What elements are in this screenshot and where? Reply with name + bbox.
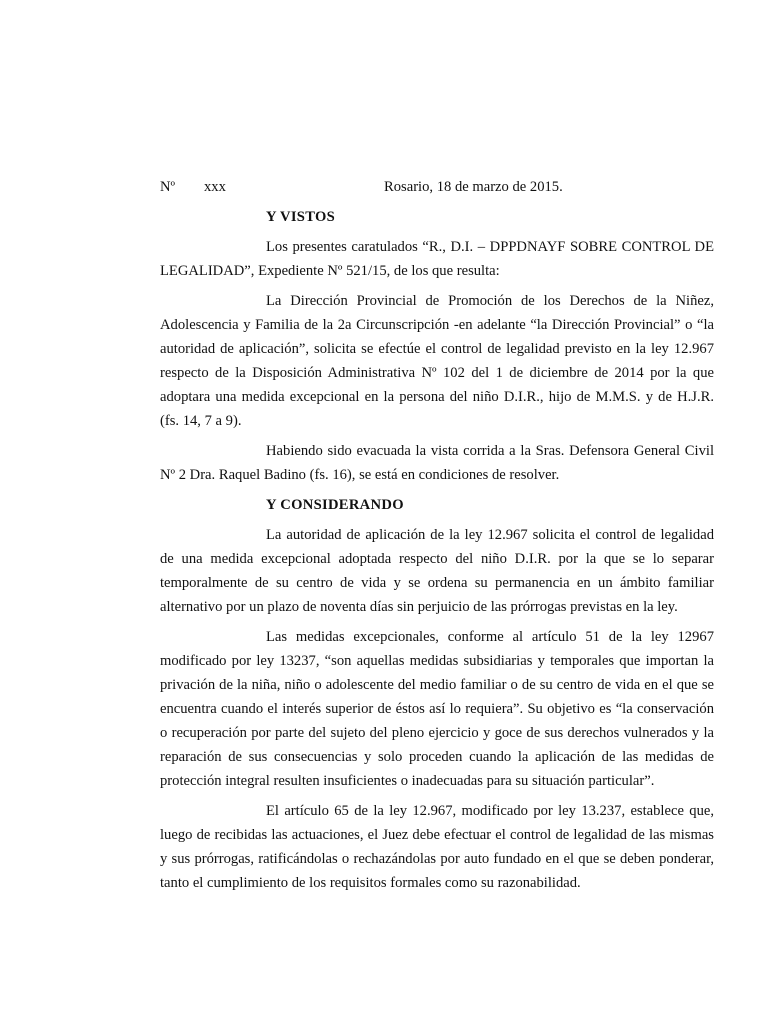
paragraph: La autoridad de aplicación de la ley 12.967 solicita el control de legalidad de una medida excepcional adoptada respecto del niño D.I.R. por la que se lo separar temporalmente de su centro de vida y se ordena su permanencia en un ámbito familiar alternativo por un plazo de noventa días sin perjuicio de las prórrogas previstas en la ley. <box>160 527 714 615</box>
paragraph: Las medidas excepcionales, conforme al artículo 51 de la ley 12967 modificado por ley 13237, “son aquellas medidas subsidiarias y temporales que importan la privación de la niña, niño o adolescente del medio familiar o de su centro de vida en el que se encuentra cuando el interés superior de éstos así lo requiera”. Su objetivo es “la conservación o recuperación por parte del sujeto del pleno ejercicio y goce de sus derechos vulnerados y la reparación de sus consecuencias y solo proceden cuando la aplicación de las medidas de protección integral resulten insuficientes o inadecuadas para su situación particular”. <box>160 629 714 789</box>
paragraph: Los presentes caratulados “R., D.I. – DPPDNAYF SOBRE CONTROL DE LEGALIDAD”, Expediente Nº 521/15, de los que resulta: <box>160 239 714 279</box>
paragraph: La Dirección Provincial de Promoción de los Derechos de la Niñez, Adolescencia y Familia de la 2a Circunscripción -en adelante “la Dirección Provincial” o “la autoridad de aplicación”, solicita se efectúe el control de legalidad previsto en la ley 12.967 respecto de la Disposición Administrativa Nº 102 del 1 de diciembre de 2014 por la que adoptara una medida excepcional en la persona del niño D.I.R., hijo de M.M.S. y de H.J.R. (fs. 14, 7 a 9). <box>160 293 714 429</box>
paragraph: El artículo 65 de la ley 12.967, modificado por ley 13.237, establece que, luego de recibidas las actuaciones, el Juez debe efectuar el control de legalidad de las mismas y sus prórrogas, ratificándolas o rechazándolas por auto fundado en el que se deben ponderar, tanto el cumplimiento de los requisitos formales como su razonabilidad. <box>160 803 714 891</box>
considerando-heading: Y CONSIDERANDO <box>266 497 404 513</box>
document-header <box>160 175 720 199</box>
number-value: xxx <box>204 179 226 195</box>
place-date: Rosario, 18 de marzo de 2015. <box>384 179 563 195</box>
number-label: Nº <box>160 179 176 195</box>
vistos-heading: Y VISTOS <box>266 209 336 225</box>
document-body <box>160 205 714 901</box>
paragraph: Habiendo sido evacuada la vista corrida a la Sras. Defensora General Civil Nº 2 Dra. Raquel Badino (fs. 16), se está en condiciones de resolver. <box>160 443 714 483</box>
